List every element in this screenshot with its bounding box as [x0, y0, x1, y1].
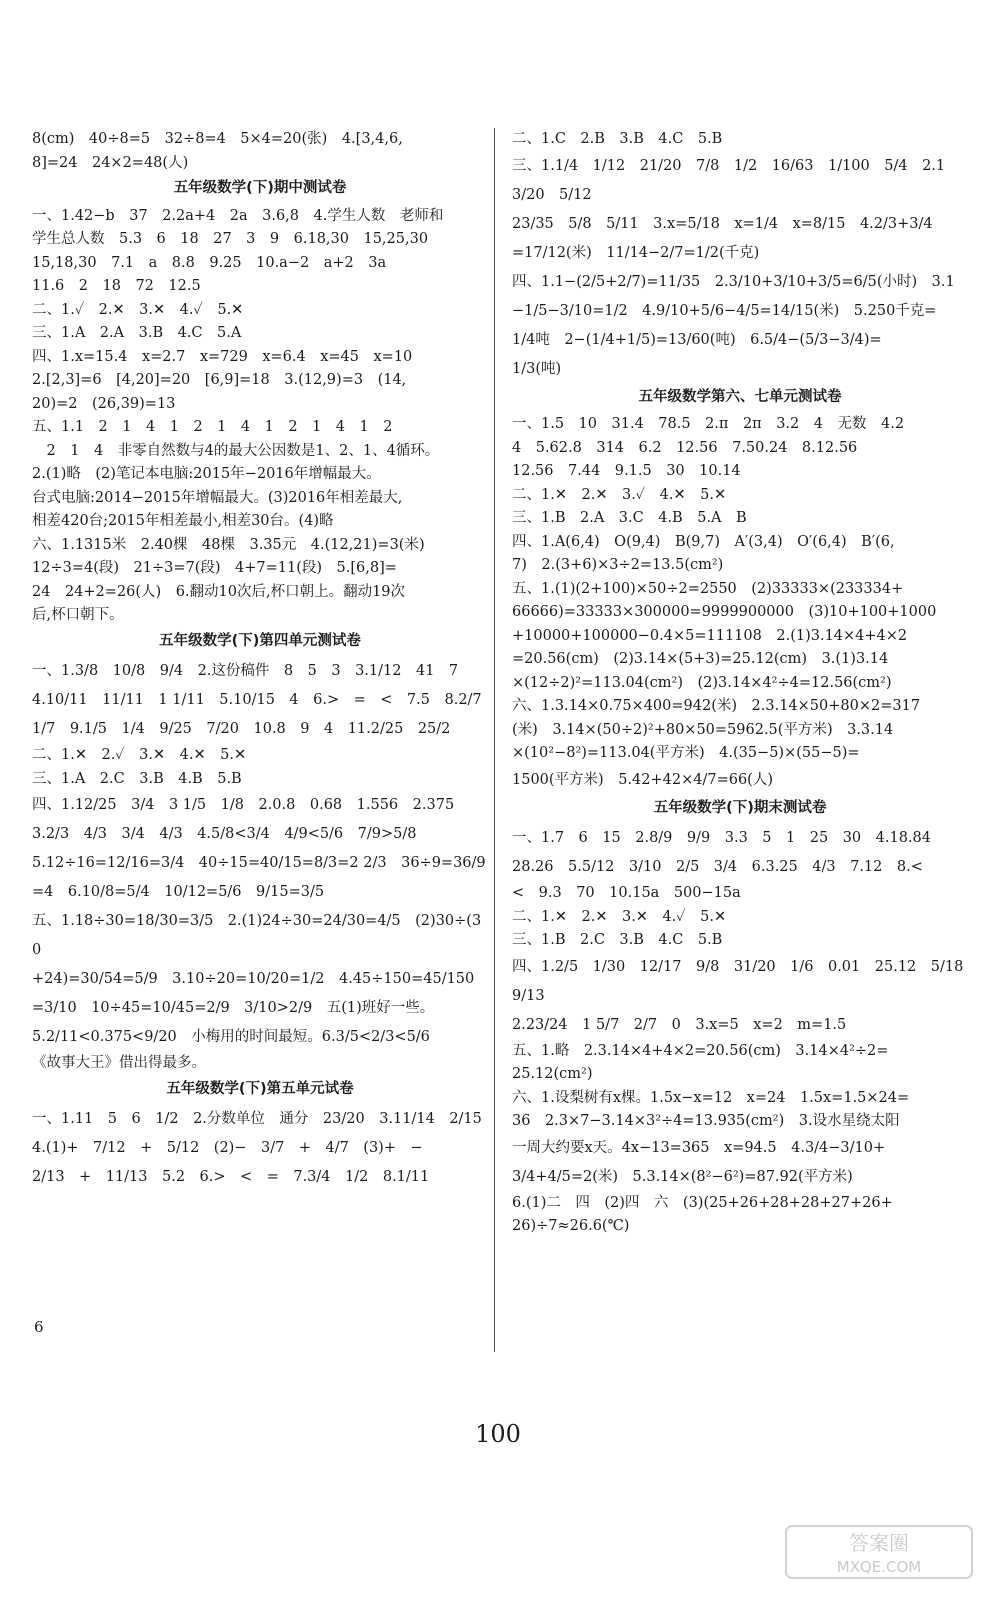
answer-line: 二、1.✕ 2.✕ 3.✓ 4.✕ 5.✕ — [512, 486, 727, 503]
answer-line: 相差420台;2015年相差最小,相差30台。(4)略 — [32, 513, 334, 529]
answer-line: 五、1.(1)(2+100)×50÷2=2550 (2)33333×(233334+ — [512, 580, 904, 597]
answer-line: 1/4吨 2−(1/4+1/5)=13/60(吨) 6.5/4−(5/3−3/4)= — [512, 331, 882, 348]
answer-line: 四、1.12/25 3/4 3 1/5 1/8 2.0.8 0.68 1.556 2.375 — [32, 797, 455, 813]
answer-line: 一、1.7 6 15 2.8/9 9/9 3.3 5 1 25 30 4.18.84 — [512, 830, 931, 846]
watermark-logo — [784, 1522, 974, 1582]
answer-line: 三、1.A 2.C 3.B 4.B 5.B — [32, 770, 242, 787]
answer-line: 2.(1)略 (2)笔记本电脑:2015年−2016年增幅最大。 — [32, 466, 381, 482]
answer-line: 1/3(吨) — [512, 360, 562, 377]
answer-line: 66666)=33333×300000=9999900000 (3)10+100+1000 — [512, 604, 937, 620]
answer-line: 后,杯口朝下。 — [32, 607, 124, 623]
answer-line: 四、1.x=15.4 x=2.7 x=729 x=6.4 x=45 x=10 — [32, 348, 413, 365]
answer-line: < 9.3 70 10.15a 500−15a — [512, 885, 741, 901]
answer-line: 三、1.1/4 1/12 21/20 7/8 1/2 16/63 1/100 5/4 2.1 3/20 5/12 — [512, 157, 960, 203]
answer-line: 四、1.2/5 1/30 12/17 9/8 31/20 1/6 0.01 25.12 5/18 9/13 — [512, 958, 978, 1004]
answer-line: 三、1.B 2.A 3.C 4.B 5.A B — [512, 510, 747, 526]
answer-line: 2 1 4 非零自然数与4的最大公因数是1、2、1、4循环。 — [32, 442, 440, 459]
right-block-final — [512, 824, 978, 1239]
answer-line: 8(cm) 40÷8=5 32÷8=4 5×4=20(张) 4.[3,4,6, — [32, 131, 403, 147]
left-block-midterm — [32, 205, 488, 628]
corner-page-number: 6 — [34, 1318, 44, 1336]
answer-line: 5.12÷16=12/16=3/4 40÷15=40/15=8/3=2 2/3 36÷9=36/9 — [32, 855, 486, 871]
answer-line: 7) 2.(3+6)×3÷2=13.5(cm²) — [512, 557, 724, 573]
svg-text:答案圈: 答案圈 — [849, 1531, 909, 1555]
answer-line: 台式电脑:2014−2015年增幅最大。(3)2016年相差最大, — [32, 489, 403, 506]
answer-line: =3/10 10÷45=10/45=2/9 3/10>2/9 五(1)班好一些。 — [32, 1000, 435, 1016]
answer-line: 6.(1)二 四 (2)四 六 (3)(25+26+28+28+27+26+ — [512, 1194, 893, 1211]
answer-line: ×(12÷2)²=113.04(cm²) (2)3.14×4²÷4=12.56(cm²) — [512, 674, 892, 691]
right-block-unit67 — [512, 413, 968, 795]
answer-line: =17/12(米) 11/14−2/7=1/2(千克) — [512, 244, 760, 261]
answer-line: 4 5.62.8 314 6.2 12.56 7.50.24 8.12.56 — [512, 439, 858, 456]
section-title-unit5: 五年级数学(下)第五单元试卷 — [166, 1080, 354, 1097]
right-column — [512, 128, 978, 1239]
answer-line: 20)=2 (26,39)=13 — [32, 395, 176, 412]
left-column — [32, 128, 488, 1192]
answer-line: 5.2/11<0.375<9/20 小梅用的时间最短。6.3/5<2/3<5/6 — [32, 1029, 430, 1045]
right-block-unit5-cont — [512, 128, 968, 384]
answer-line: 1/7 9.1/5 1/4 9/25 7/20 10.8 9 4 11.2/25 25/2 — [32, 721, 451, 737]
answer-line: 2.[2,3]=6 [4,20]=20 [6,9]=18 3.(12,9)=3 (14, — [32, 372, 407, 388]
answer-line: 三、1.A 2.A 3.B 4.C 5.A — [32, 325, 242, 341]
answer-line: 三、1.B 2.C 3.B 4.C 5.B — [512, 932, 723, 948]
answer-line: +10000+100000−0.4×5=111108 2.(1)3.14×4+4×2 — [512, 627, 908, 644]
answer-line: 28.26 5.5/12 3/10 2/5 3/4 6.3.25 4/3 7.12 8.< — [512, 859, 923, 875]
answer-line: 1500(平方米) 5.42+42×4/7=66(人) — [512, 771, 773, 788]
answer-line: 《故事大王》借出得最多。 — [32, 1055, 206, 1071]
answer-line: 二、1.✓ 2.✕ 3.✕ 4.✓ 5.✕ — [32, 301, 244, 318]
left-block-continued — [32, 128, 488, 175]
answer-line: 8]=24 24×2=48(人) — [32, 154, 189, 171]
answer-line: 26)÷7≈26.6(℃) — [512, 1218, 630, 1234]
answer-line: 15,18,30 7.1 a 8.8 9.25 10.a−2 a+2 3a — [32, 254, 387, 271]
answer-line: 学生总人数 5.3 6 18 27 3 9 6.18,30 15,25,30 — [32, 231, 429, 247]
answer-line: 四、1.1−(2/5+2/7)=11/35 2.3/10+3/10+3/5=6/5(小时) 3.1 — [512, 273, 955, 290]
answer-line: 五、1.略 2.3.14×4+4×2=20.56(cm) 3.14×4²÷2= — [512, 1042, 889, 1059]
answer-line: 六、1.1315米 2.40棵 48棵 3.35元 4.(12,21)=3(米) — [32, 536, 425, 553]
answer-line: 25.12(cm²) — [512, 1066, 593, 1082]
answer-line: 3/4+4/5=2(米) 5.3.14×(8²−6²)=87.92(平方米) — [512, 1168, 853, 1185]
section-title-unit4: 五年级数学(下)第四单元测试卷 — [159, 632, 361, 649]
answer-line: 36 2.3×7−3.14×3²÷4=13.935(cm²) 3.设水星绕太阳 — [512, 1113, 900, 1129]
answer-line: 24 24+2=26(人) 6.翻动10次后,杯口朝上。翻动19次 — [32, 583, 406, 600]
answer-line: 一周大约要x天。4x−13=365 x=94.5 4.3/4−3/10+ — [512, 1139, 886, 1156]
answer-line: 二、1.✕ 2.✓ 3.✕ 4.✕ 5.✕ — [32, 747, 247, 763]
answer-line: 12÷3=4(段) 21÷3=7(段) 4+7=11(段) 5.[6,8]= — [32, 560, 397, 576]
answer-line: 六、1.3.14×0.75×400=942(米) 2.3.14×50+80×2=317 — [512, 698, 921, 714]
answer-line: 12.56 7.44 9.1.5 30 10.14 — [512, 463, 741, 479]
answer-line: 2/13 + 11/13 5.2 6.> < = 7.3/4 1/2 8.1/11 — [32, 1169, 430, 1185]
svg-text:MXQE.COM: MXQE.COM — [836, 1558, 922, 1576]
answer-line: 五、1.1 2 1 4 1 2 1 4 1 2 1 4 1 2 — [32, 419, 393, 435]
answer-line: 五、1.18÷30=18/30=3/5 2.(1)24÷30=24/30=4/5 (2)30÷(30 — [32, 913, 482, 958]
answer-line: 11.6 2 18 72 12.5 — [32, 278, 201, 294]
left-block-unit4 — [32, 657, 488, 1076]
left-block-unit5 — [32, 1105, 488, 1192]
answer-line: ×(10²−8²)=113.04(平方米) 4.(35−5)×(55−5)= — [512, 745, 860, 761]
answer-line: −1/5−3/10=1/2 4.9/10+5/6−4/5=14/15(米) 5.250千克= — [512, 302, 937, 319]
answer-line: +24)=30/54=5/9 3.10÷20=10/20=1/2 4.45÷150=45/150 — [32, 971, 475, 987]
answer-line: 四、1.A(6,4) O(9,4) B(9,7) A′(3,4) O′(6,4) B′(6, — [512, 533, 895, 550]
answer-line: =4 6.10/8=5/4 10/12=5/6 9/15=3/5 — [32, 884, 325, 900]
answer-line: 一、1.5 10 31.4 78.5 2.π 2π 3.2 4 无数 4.2 — [512, 416, 905, 432]
answer-line: 4.10/11 11/11 1 1/11 5.10/15 4 6.> = < 7.5 8.2/7 — [32, 692, 482, 708]
answer-line: 2.23/24 1 5/7 2/7 0 3.x=5 x=2 m=1.5 — [512, 1016, 847, 1033]
answer-line: (米) 3.14×(50÷2)²+80×50=5962.5(平方米) 3.3.14 — [512, 721, 894, 738]
answer-line: 二、1.C 2.B 3.B 4.C 5.B — [512, 131, 723, 147]
answer-line: 一、1.11 5 6 1/2 2.分数单位 通分 23/20 3.11/14 2/15 — [32, 1111, 482, 1127]
section-title-midterm: 五年级数学(下)期中测试卷 — [173, 180, 347, 196]
answer-line: 4.(1)+ 7/12 + 5/12 (2)− 3/7 + 4/7 (3)+ − — [32, 1140, 423, 1156]
section-title-final: 五年级数学(下)期末测试卷 — [653, 799, 827, 816]
column-divider — [494, 128, 495, 1352]
answer-line: 六、1.设梨树有x棵。1.5x−x=12 x=24 1.5x=1.5×24= — [512, 1089, 910, 1106]
answer-line: 23/35 5/8 5/11 3.x=5/18 x=1/4 x=8/15 4.2/3+3/4 — [512, 215, 933, 232]
answer-line: 一、1.3/8 10/8 9/4 2.这份稿件 8 5 3 3.1/12 41 7 — [32, 663, 459, 679]
answer-line: 3.2/3 4/3 3/4 4/3 4.5/8<3/4 4/9<5/6 7/9>5/8 — [32, 826, 417, 842]
answer-line: 一、1.42−b 37 2.2a+4 2a 3.6,8 4.学生人数 老师和 — [32, 207, 444, 224]
answer-line: 二、1.✕ 2.✕ 3.✕ 4.✓ 5.✕ — [512, 908, 727, 925]
answer-line: =20.56(cm) (2)3.14×(5+3)=25.12(cm) 3.(1)3.14 — [512, 651, 889, 667]
page-number: 100 — [475, 1420, 521, 1448]
section-title-unit67: 五年级数学第六、七单元测试卷 — [638, 388, 842, 405]
